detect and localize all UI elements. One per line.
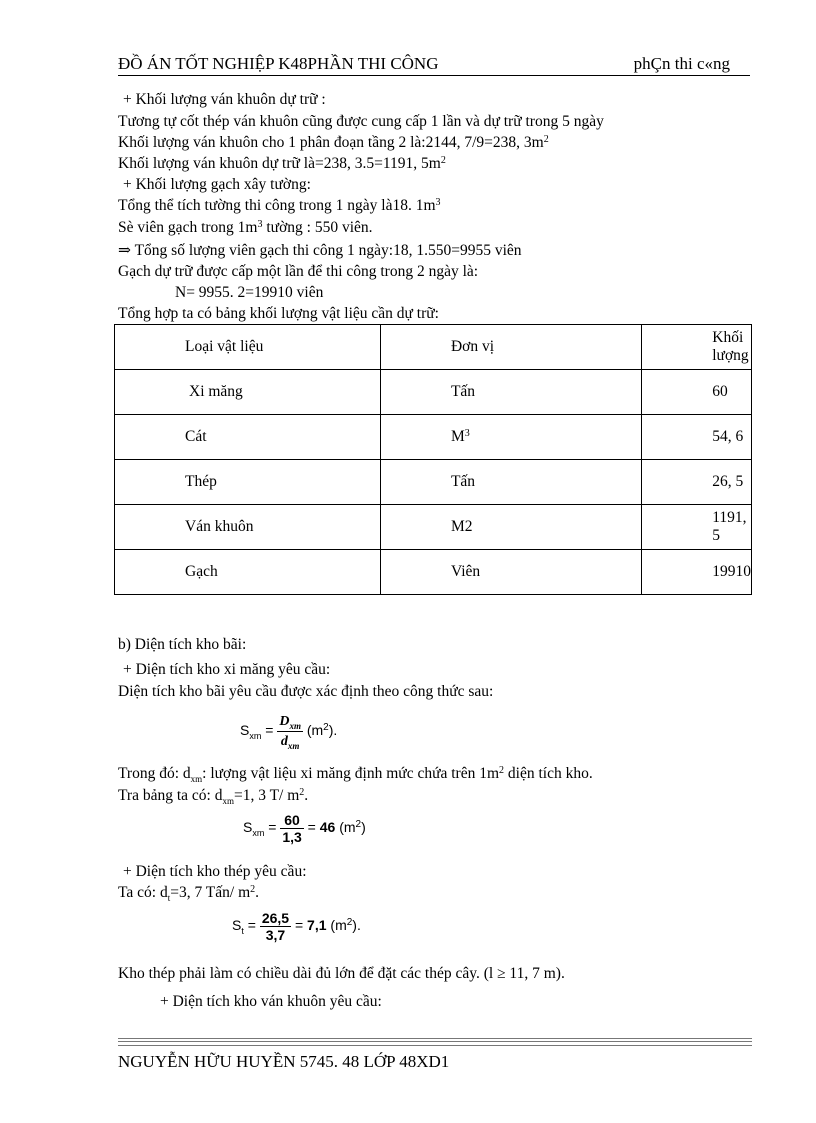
table-cell: 26, 5 [642, 460, 752, 505]
table-cell: Cát [115, 415, 381, 460]
body-line: N= 9955. 2=19910 viên [175, 284, 324, 301]
body-line: Gạch dự trữ được cấp một lần để thi công trong 2 ngày là: [118, 263, 479, 280]
header-title: ĐỒ ÁN TỐT NGHIỆP K48PHẦN THI CÔNG [118, 54, 439, 73]
table-header-cell: Đơn vị [380, 325, 641, 370]
footer-rule [118, 1038, 752, 1046]
formula-steel-result: $S_t$ = $\frac{26,5}{3,7}$ = 7,1 $(m^2)$. [232, 910, 361, 943]
steel-area-heading: + Diện tích kho thép yêu cầu: [123, 863, 307, 880]
table-row [115, 370, 752, 415]
page-header [118, 54, 750, 76]
body-line: Khối lượng ván khuôn dự trữ là=238, 3.5=1191, $5m^2$ [118, 155, 446, 172]
body-line: Trong đó: $d_{xm}$: lượng vật liệu xi măng định mức chứa trên $1m^2$ diện tích kho. [118, 765, 593, 784]
table-cell: 19910 [642, 550, 752, 595]
header-section: phÇn thi c«ng [633, 54, 730, 73]
table-intro: Tổng hợp ta có bảng khối lượng vật liệu cần dự trữ: [118, 305, 439, 322]
body-line: Sè viên gạch trong $1m^3$ tường : 550 viên. [118, 219, 373, 236]
fraction: $\frac{60}{1,3}$ [282, 812, 302, 845]
body-line: Diện tích kho bãi yêu cầu được xác định theo công thức sau: [118, 683, 494, 700]
section-b-heading: b) Diện tích kho bãi: [118, 636, 247, 653]
brick-heading: + Khối lượng gạch xây tường: [123, 176, 311, 193]
table-cell: M2 [380, 505, 641, 550]
table-cell: Xi măng [115, 370, 381, 415]
table-cell: 1191, 5 [642, 505, 752, 550]
table-header-cell: Loại vật liệu [115, 325, 381, 370]
table-row [115, 505, 752, 550]
fraction: $\frac{D_{xm}}{d_{xm}}$ [279, 714, 301, 751]
body-line: ⇒ Tổng số lượng viên gạch thi công 1 ngày:18, 1.550=9955 viên [118, 242, 522, 259]
table-row [115, 460, 752, 505]
table-header-cell: Khối lượng [642, 325, 752, 370]
table-cell: Gạch [115, 550, 381, 595]
table-cell: Viên [380, 550, 641, 595]
materials-table [114, 324, 752, 595]
table-cell: Ván khuôn [115, 505, 381, 550]
formwork-reserve-heading: + Khối lượng ván khuôn dự trữ : [123, 91, 326, 108]
body-line: Khối lượng ván khuôn cho 1 phân đoạn tầng 2 là:2144, 7/9=238, $3m^2$ [118, 134, 549, 151]
table-cell: Tấn [380, 370, 641, 415]
formula-cement-result: $S_{xm}$ = $\frac{60}{1,3}$ = 46 $(m^2)$ [243, 812, 366, 845]
page-footer: NGUYỄN HỮU HUYỀN 5745. 48 LỚP 48XD1 [118, 1052, 450, 1071]
formwork-area-heading: + Diện tích kho ván khuôn yêu cầu: [160, 993, 382, 1010]
table-cell: $M^3$ [380, 415, 641, 460]
body-line: Tổng thể tích tường thi công trong 1 ngày là18. $1m^3$ [118, 197, 441, 214]
body-line: Kho thép phải làm có chiều dài đủ lớn để đặt các thép cây. (l ≥ 11, 7 m). [118, 965, 565, 982]
table-row [115, 550, 752, 595]
footer-rule [118, 1041, 752, 1042]
table-row [115, 415, 752, 460]
table-cell: 60 [642, 370, 752, 415]
body-line: Tương tự cốt thép ván khuôn cũng được cung cấp 1 lần và dự trữ trong 5 ngày [118, 113, 604, 130]
body-line: Tra bảng ta có: $d_{xm}=1$, 3 T/ $m^2$. [118, 787, 309, 806]
table-cell: Tấn [380, 460, 641, 505]
table-header-row [115, 325, 752, 370]
body-line: Ta có: $d_t=3$, 7 Tấn/ $m^2$. [118, 884, 260, 903]
header-rule [118, 75, 750, 76]
formula-cement-area: $S_{xm}$ = $\frac{D_{xm}}{d_{xm}}$ $(m^2)$. [240, 714, 338, 751]
table-cell: 54, 6 [642, 415, 752, 460]
fraction: $\frac{26,5}{3,7}$ [261, 910, 290, 943]
table-cell: Thép [115, 460, 381, 505]
cement-area-heading: + Diện tích kho xi măng yêu cầu: [123, 661, 331, 678]
